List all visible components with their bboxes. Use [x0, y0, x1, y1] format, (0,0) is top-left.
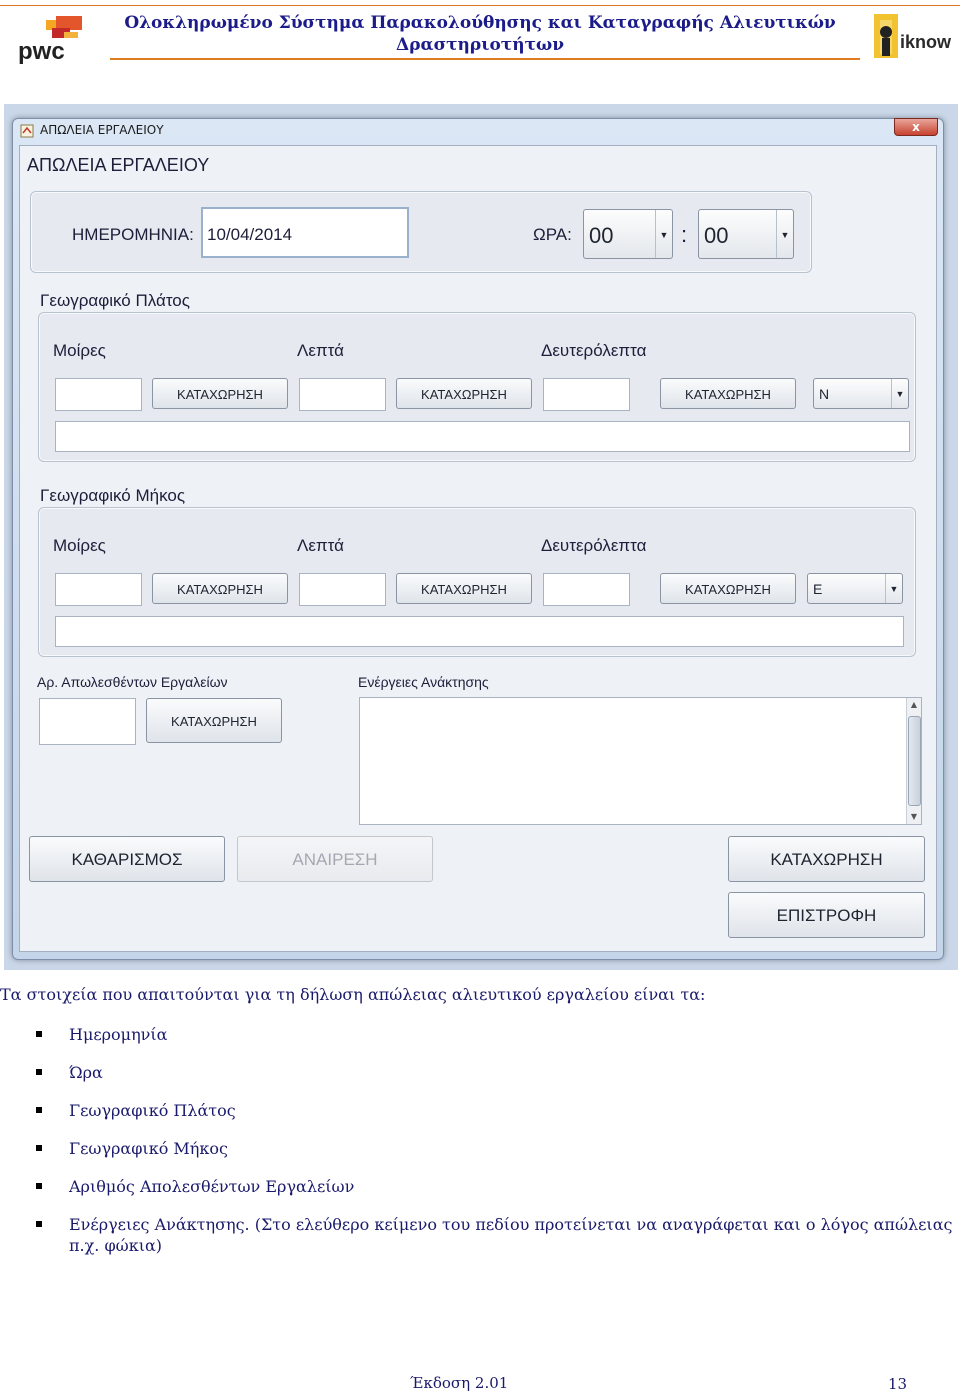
latitude-degrees-input[interactable]	[55, 378, 142, 411]
lost-gear-register-button[interactable]: ΚΑΤΑΧΩΡΗΣΗ	[146, 698, 282, 743]
latitude-minutes-label: Λεπτά	[297, 341, 344, 360]
time-label: ΩΡΑ:	[533, 225, 572, 244]
header-rule	[110, 58, 860, 60]
longitude-title: Γεωγραφικό Μήκος	[40, 486, 186, 505]
chevron-down-icon: ▼	[776, 210, 793, 258]
latitude-degrees-register-button[interactable]: ΚΑΤΑΧΩΡΗΣΗ	[152, 378, 288, 409]
iknow-wordmark: iknow	[900, 32, 952, 52]
list-item	[36, 1062, 960, 1083]
window-app-icon	[20, 123, 34, 137]
bullet-icon	[36, 1183, 42, 1189]
list-item	[36, 1138, 960, 1159]
footer-version: Έκδοση 2.01	[410, 1374, 509, 1392]
chevron-down-icon: ▼	[655, 210, 672, 258]
latitude-direction-select[interactable]	[813, 378, 909, 409]
window-title: ΑΠΩΛΕΙΑ ΕΡΓΑΛΕΙΟΥ	[40, 123, 164, 137]
latitude-seconds-input[interactable]	[543, 378, 630, 411]
latitude-minutes-input[interactable]	[299, 378, 386, 411]
list-item	[36, 1024, 960, 1045]
longitude-degrees-label: Μοίρες	[53, 536, 106, 555]
lost-gear-input[interactable]	[39, 698, 136, 745]
list-item	[36, 1100, 960, 1121]
time-separator: :	[681, 222, 688, 247]
lost-gear-label: Αρ. Απωλεσθέντων Εργαλείων	[37, 674, 228, 690]
document-title-line1: Ολοκληρωμένο Σύστημα Παρακολούθησης και Καταγραφής Αλιευτικών	[124, 13, 836, 33]
scroll-thumb[interactable]	[908, 716, 921, 806]
save-button[interactable]: ΚΑΤΑΧΩΡΗΣΗ	[728, 836, 925, 882]
list-item-text: Ημερομηνία	[69, 1025, 168, 1044]
scroll-down-icon[interactable]: ▼	[910, 812, 918, 821]
latitude-title: Γεωγραφικό Πλάτος	[40, 291, 190, 310]
document-title	[110, 12, 850, 56]
list-item	[36, 1176, 960, 1197]
bullet-icon	[36, 1145, 42, 1151]
longitude-minutes-input[interactable]	[299, 573, 386, 606]
list-item-text: Γεωγραφικό Μήκος	[69, 1139, 228, 1158]
minute-value: 00	[704, 223, 729, 248]
back-button[interactable]: ΕΠΙΣΤΡΟΦΗ	[728, 892, 925, 938]
longitude-minutes-register-button[interactable]: ΚΑΤΑΧΩΡΗΣΗ	[396, 573, 532, 604]
pwc-wordmark: pwc	[18, 38, 65, 65]
longitude-seconds-register-button[interactable]: ΚΑΤΑΧΩΡΗΣΗ	[660, 573, 796, 604]
header-top-rule	[0, 5, 960, 6]
list-item-text: Αριθμός Απολεσθέντων Εργαλείων	[69, 1177, 355, 1196]
document-title-line2: Δραστηριοτήτων	[396, 35, 564, 55]
date-value: 10/04/2014	[207, 225, 293, 244]
recovery-label: Ενέργειες Ανάκτησης	[358, 674, 489, 690]
page-number: 13	[888, 1375, 908, 1393]
form-heading: ΑΠΩΛΕΙΑ ΕΡΓΑΛΕΙΟΥ	[27, 155, 210, 175]
longitude-seconds-input[interactable]	[543, 573, 630, 606]
list-item-text: Ώρα	[69, 1063, 103, 1082]
list-item-text: Γεωγραφικό Πλάτος	[69, 1101, 236, 1120]
chevron-down-icon: ▼	[885, 574, 902, 603]
bullet-icon	[36, 1031, 42, 1037]
clear-button[interactable]: ΚΑΘΑΡΙΣΜΟΣ	[29, 836, 225, 882]
minute-select[interactable]	[698, 209, 794, 259]
longitude-direction-value: E	[813, 581, 823, 597]
latitude-degrees-label: Μοίρες	[53, 341, 106, 360]
list-item	[36, 1214, 960, 1256]
latitude-seconds-register-button[interactable]: ΚΑΤΑΧΩΡΗΣΗ	[660, 378, 796, 409]
latitude-minutes-register-button[interactable]: ΚΑΤΑΧΩΡΗΣΗ	[396, 378, 532, 409]
window-close-button[interactable]: x	[894, 118, 938, 136]
longitude-seconds-label: Δευτερόλεπτα	[541, 536, 647, 555]
longitude-direction-select[interactable]	[807, 573, 903, 604]
latitude-seconds-label: Δευτερόλεπτα	[541, 341, 647, 360]
bullet-icon	[36, 1069, 42, 1075]
scroll-up-icon[interactable]: ▲	[910, 700, 918, 709]
bullet-icon	[36, 1221, 42, 1227]
intro-paragraph: Τα στοιχεία που απαιτούνται για τη δήλωση απώλειας αλιευτικού εργαλείου είναι τα:	[0, 985, 706, 1004]
required-fields-list	[36, 1024, 960, 1273]
hour-select[interactable]	[583, 209, 673, 259]
recovery-scrollbar[interactable]	[906, 698, 921, 824]
longitude-minutes-label: Λεπτά	[297, 536, 344, 555]
delete-button[interactable]: ΑΝΑΙΡΕΣΗ	[237, 836, 433, 882]
latitude-result-field	[55, 421, 910, 452]
bullet-icon	[36, 1107, 42, 1113]
pwc-logo	[16, 14, 86, 66]
longitude-degrees-register-button[interactable]: ΚΑΤΑΧΩΡΗΣΗ	[152, 573, 288, 604]
date-input[interactable]	[201, 207, 409, 258]
chevron-down-icon: ▼	[891, 379, 908, 408]
longitude-degrees-input[interactable]	[55, 573, 142, 606]
list-item-text: Ενέργειες Ανάκτησης. (Στο ελεύθερο κείμενο του πεδίου προτείνεται να αναγράφεται και ο λόγος απώλειας π.χ. φώκια)	[69, 1215, 953, 1255]
iknow-logo	[870, 12, 950, 64]
longitude-result-field	[55, 616, 904, 647]
recovery-textarea[interactable]	[359, 697, 922, 825]
latitude-direction-value: N	[819, 386, 830, 402]
date-label: ΗΜΕΡΟΜΗΝΙΑ:	[72, 225, 194, 244]
hour-value: 00	[589, 223, 614, 248]
